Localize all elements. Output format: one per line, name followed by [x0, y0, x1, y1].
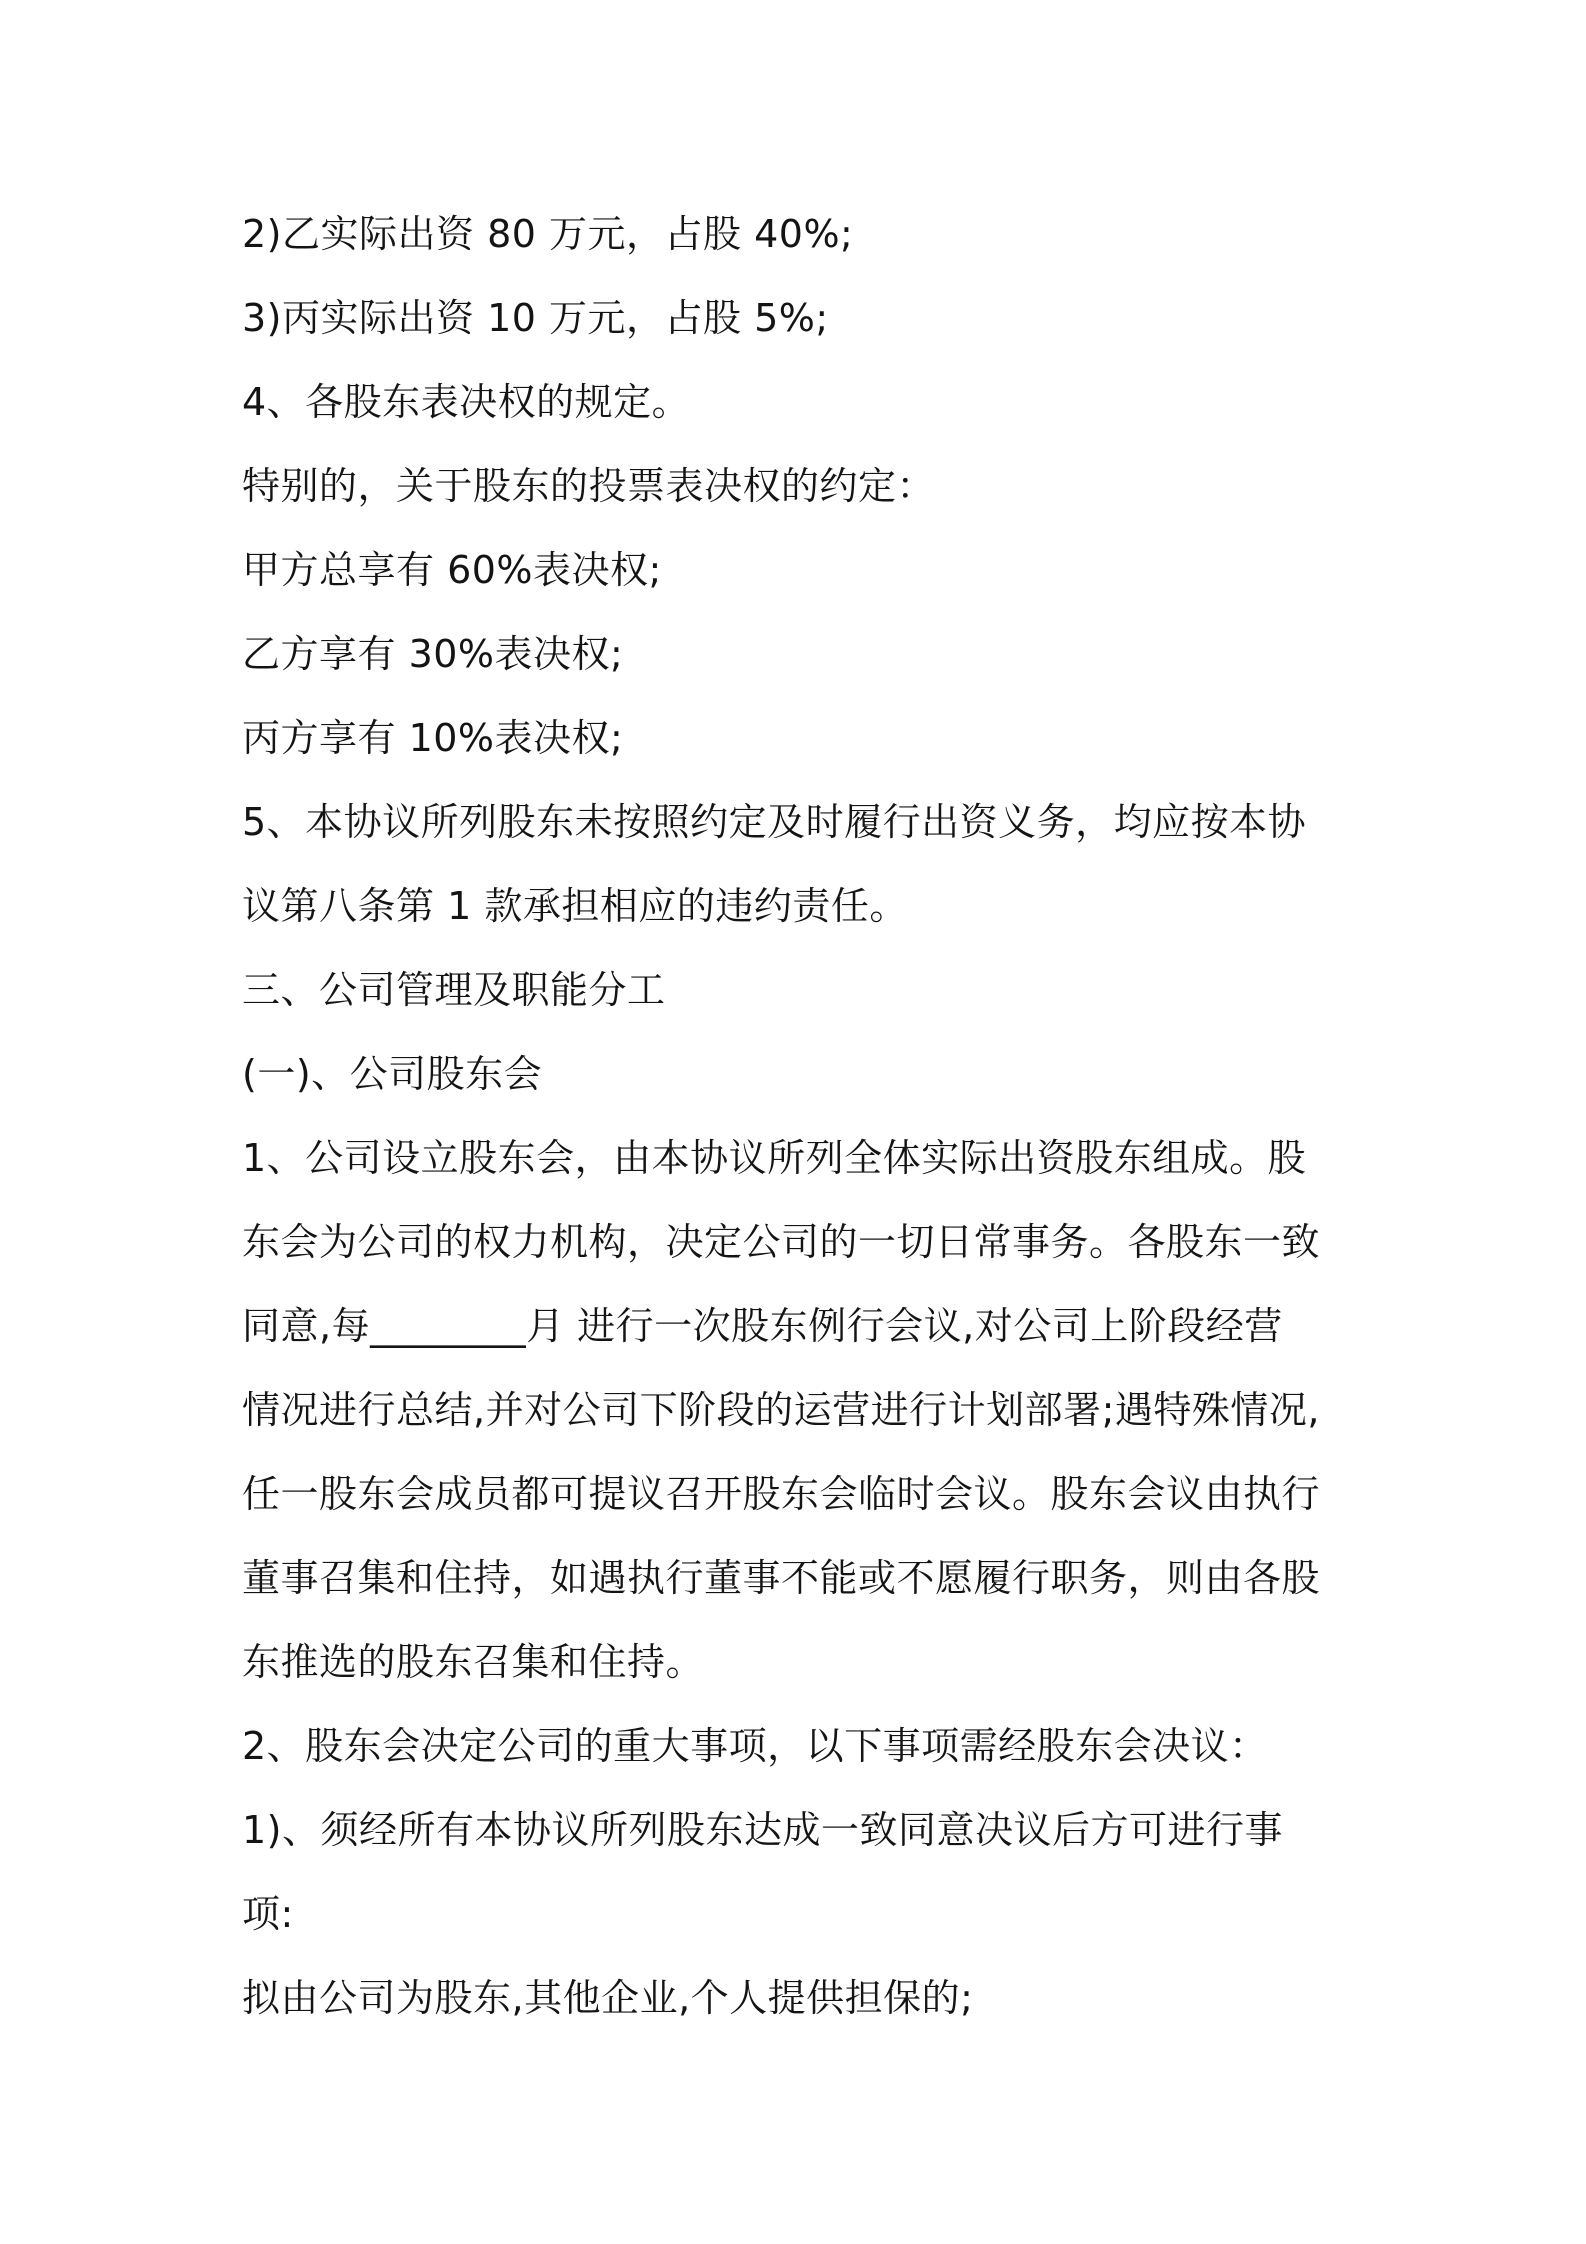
text-line: 董事召集和住持，如遇执行董事不能或不愿履行职务，则由各股 [242, 1556, 1321, 1600]
text-line: 拟由公司为股东,其他企业,个人提供担保的; [242, 1976, 974, 2020]
section-heading: 三、公司管理及职能分工 [242, 968, 666, 1012]
text-line: 1、公司设立股东会，由本协议所列全体实际出资股东组成。股 [242, 1136, 1307, 1180]
text-line: 议第八条第 1 款承担相应的违约责任。 [242, 884, 908, 928]
text-line: 乙方享有 30%表决权; [242, 632, 624, 676]
text-line: 5、本协议所列股东未按照约定及时履行出资义务，均应按本协 [242, 800, 1307, 844]
text-line: 情况进行总结,并对公司下阶段的运营进行计划部署;遇特殊情况, [242, 1388, 1320, 1432]
text-line: 2)乙实际出资 80 万元，占股 40%; [242, 212, 854, 256]
text-line: 东会为公司的权力机构，决定公司的一切日常事务。各股东一致 [242, 1220, 1321, 1264]
text-line: 特别的，关于股东的投票表决权的约定： [242, 464, 936, 508]
text-line: 3)丙实际出资 10 万元，占股 5%; [242, 296, 829, 340]
text-line: 东推选的股东召集和住持。 [242, 1640, 705, 1684]
text-line: 任一股东会成员都可提议召开股东会临时会议。股东会议由执行 [242, 1472, 1321, 1516]
text-line: 1)、须经所有本协议所列股东达成一致同意决议后方可进行事 [242, 1808, 1284, 1852]
text-line: 甲方总享有 60%表决权; [242, 548, 662, 592]
text-line: 丙方享有 10%表决权; [242, 716, 624, 760]
subsection-heading: (一)、公司股东会 [242, 1052, 543, 1096]
text-line: 项: [242, 1892, 294, 1936]
text-line: 同意,每________月 进行一次股东例行会议,对公司上阶段经营 [242, 1304, 1283, 1348]
text-line: 2、股东会决定公司的重大事项，以下事项需经股东会决议： [242, 1724, 1268, 1768]
document-body [242, 192, 1372, 2040]
text-line: 4、各股东表决权的规定。 [242, 380, 691, 424]
